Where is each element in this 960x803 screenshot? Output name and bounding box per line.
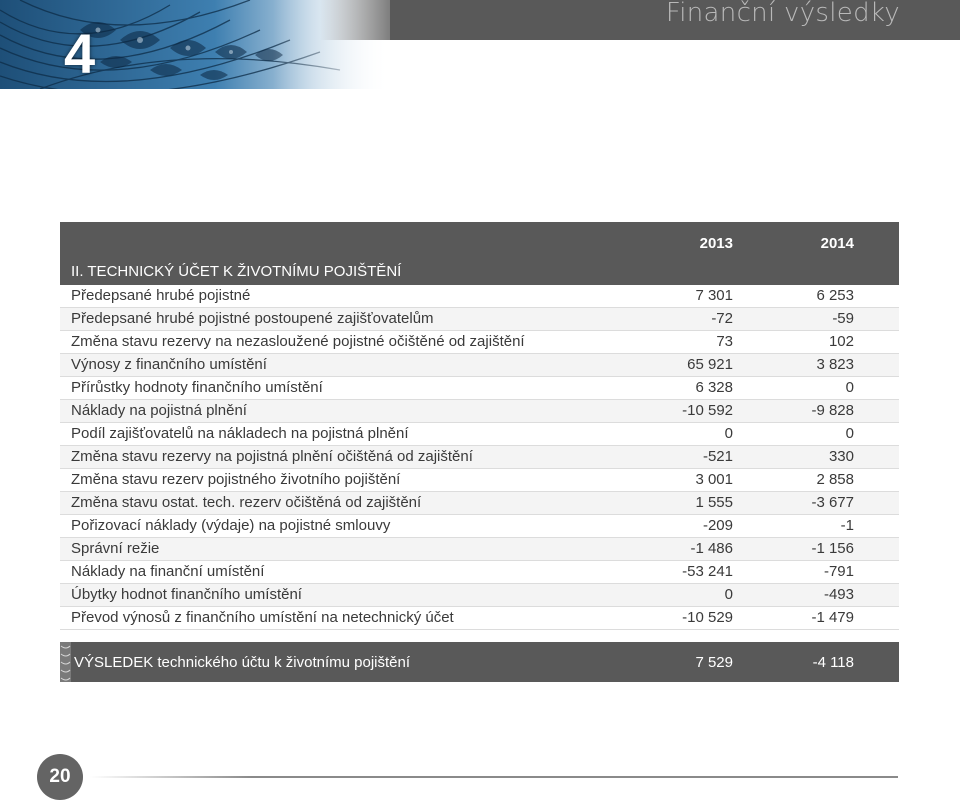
table-row — [60, 607, 899, 630]
page-number-badge: 20 — [37, 754, 83, 800]
row-value-2014: 6 253 — [816, 287, 854, 304]
row-value-2013: 0 — [724, 425, 733, 442]
table-row — [60, 538, 899, 561]
row-label: Změna stavu rezervy na nezasloužené pojistné očištěné od zajištění — [71, 333, 525, 350]
total-row — [60, 642, 899, 682]
section-title: II. TECHNICKÝ ÚČET K ŽIVOTNÍMU POJIŠTĚNÍ — [71, 263, 402, 280]
table-row — [60, 308, 899, 331]
row-value-2014: -3 677 — [811, 494, 854, 511]
row-label: Předepsané hrubé pojistné postoupené zajišťovatelům — [71, 310, 434, 327]
row-label: Převod výnosů z finančního umístění na netechnický účet — [71, 609, 454, 626]
year-header-row — [60, 222, 899, 256]
header-bar-fade — [320, 0, 410, 40]
row-label: Změna stavu rezerv pojistného životního pojištění — [71, 471, 401, 488]
table-row — [60, 354, 899, 377]
technical-account-table — [60, 222, 899, 682]
table-row — [60, 515, 899, 538]
row-value-2013: 73 — [716, 333, 733, 350]
ornament-strip-total — [60, 642, 71, 682]
year-2014-header: 2014 — [820, 235, 854, 252]
row-value-2014: 0 — [845, 379, 854, 396]
row-value-2013: -1 486 — [690, 540, 733, 557]
row-value-2014: 102 — [828, 333, 854, 350]
row-value-2013: -10 592 — [682, 402, 733, 419]
footer-divider — [90, 776, 898, 778]
row-value-2013: -521 — [702, 448, 733, 465]
row-value-2014: -59 — [832, 310, 854, 327]
table-row — [60, 561, 899, 584]
row-label: Změna stavu rezervy na pojistná plnění očištěná od zajištění — [71, 448, 473, 465]
table-row — [60, 469, 899, 492]
row-value-2014: -1 — [840, 517, 854, 534]
row-label: Změna stavu ostat. tech. rezerv očištěná od zajištění — [71, 494, 422, 511]
row-value-2013: 65 921 — [687, 356, 733, 373]
row-value-2014: 3 823 — [816, 356, 854, 373]
row-value-2014: -493 — [823, 586, 854, 603]
row-label: Úbytky hodnot finančního umístění — [71, 586, 302, 603]
table-body — [60, 285, 899, 630]
table-row — [60, 377, 899, 400]
row-label: Správní režie — [71, 540, 160, 557]
chapter-title: Finanční výsledky — [665, 0, 900, 28]
row-value-2013: -72 — [711, 310, 733, 327]
row-label: Náklady na finanční umístění — [71, 563, 265, 580]
row-label: Přírůstky hodnoty finančního umístění — [71, 379, 323, 396]
row-value-2013: -53 241 — [682, 563, 733, 580]
row-value-2013: 1 555 — [695, 494, 733, 511]
row-value-2013: 6 328 — [695, 379, 733, 396]
year-2013-header: 2013 — [699, 235, 733, 252]
row-value-2013: 3 001 — [695, 471, 733, 488]
row-value-2014: 0 — [845, 425, 854, 442]
table-row — [60, 446, 899, 469]
row-value-2014: -1 156 — [811, 540, 854, 557]
row-value-2013: -10 529 — [682, 609, 733, 626]
total-value-2014: -4 118 — [812, 654, 854, 671]
row-value-2013: 7 301 — [695, 287, 733, 304]
table-row — [60, 285, 899, 308]
row-value-2014: 330 — [828, 448, 854, 465]
table-row — [60, 492, 899, 515]
total-label: VÝSLEDEK technického účtu k životnímu pojištění — [74, 654, 411, 671]
row-value-2013: 0 — [724, 586, 733, 603]
table-row — [60, 331, 899, 354]
row-label: Předepsané hrubé pojistné — [71, 287, 251, 304]
row-label: Náklady na pojistná plnění — [71, 402, 247, 419]
total-value-2013: 7 529 — [695, 654, 733, 671]
chapter-number: 4 — [64, 22, 96, 85]
table-row — [60, 400, 899, 423]
row-value-2014: -791 — [823, 563, 854, 580]
section-title-row — [60, 256, 899, 285]
row-label: Podíl zajišťovatelů na nákladech na pojistná plnění — [71, 425, 409, 442]
row-value-2013: -209 — [702, 517, 733, 534]
row-value-2014: -1 479 — [811, 609, 854, 626]
row-label: Pořizovací náklady (výdaje) na pojistné smlouvy — [71, 517, 391, 534]
row-value-2014: 2 858 — [816, 471, 854, 488]
row-label: Výnosy z finančního umístění — [71, 356, 267, 373]
row-value-2014: -9 828 — [811, 402, 854, 419]
table-row — [60, 423, 899, 446]
table-row — [60, 584, 899, 607]
